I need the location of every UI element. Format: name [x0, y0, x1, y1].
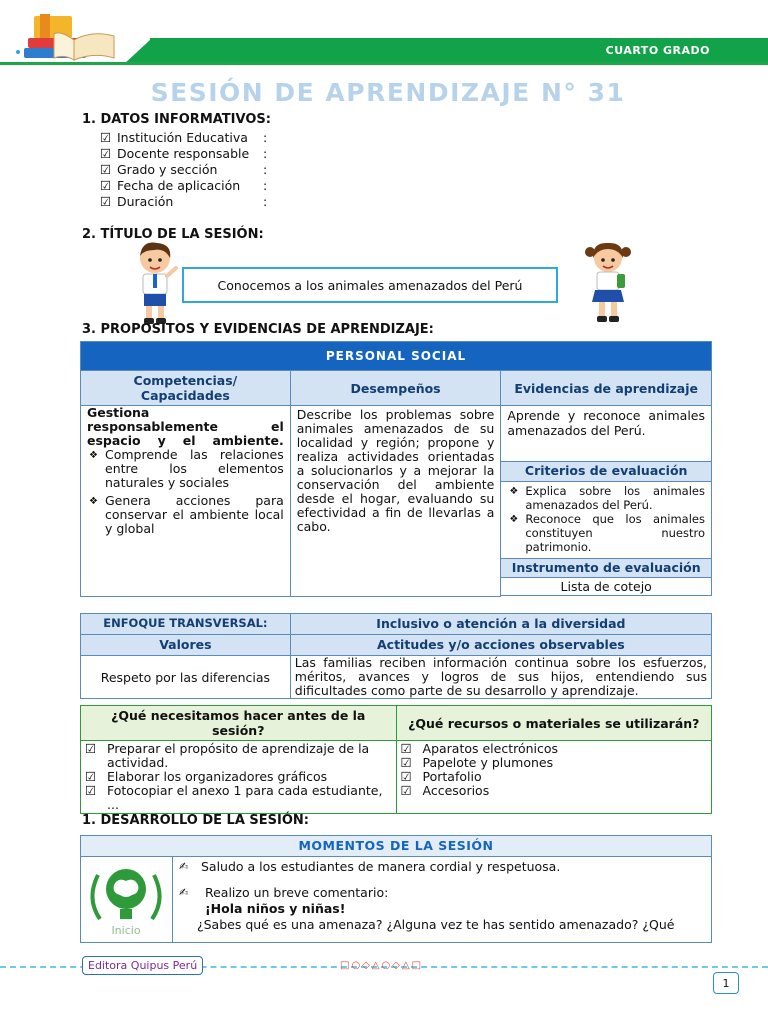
antes-header: ¿Qué necesitamos hacer antes de la sesión? [81, 706, 397, 741]
recursos-cell [396, 741, 711, 814]
check-icon: ☑ [100, 146, 112, 161]
header-line [0, 62, 768, 65]
check-icon: ☑ [100, 162, 112, 177]
criterio-item: ❖ Reconoce que los animales constituyen nuestro patrimonio. [507, 512, 705, 554]
instrumento-cell: Lista de cotejo [501, 578, 712, 596]
enfoque-table [80, 613, 712, 699]
actitud-cell: Las familias reciben información continua sobre los esfuerzos, méritos, avances y logros de sus hijos, entendiendo sus dificultades como parte de su desarrollo y aprendizaje. [290, 656, 711, 699]
col-evidencias: Evidencias de aprendizaje [501, 371, 712, 406]
inicio-logo-cell [81, 857, 173, 943]
enfoque-label: ENFOQUE TRANSVERSAL: [81, 614, 291, 635]
propositos-table [80, 341, 712, 597]
spacer-cell [501, 596, 712, 597]
page-number: 1 [713, 972, 739, 994]
antes-text: Preparar el propósito de aprendizaje de la actividad. [107, 741, 370, 770]
boy-illustration-icon [132, 240, 178, 326]
datos-label: Docente responsable [117, 146, 250, 161]
datos-sep: : [263, 146, 268, 161]
check-icon: ☑ [85, 741, 97, 756]
recurso-item [401, 756, 707, 770]
instrumento-header: Instrumento de evaluación [501, 558, 712, 577]
col-competencias: Competencias/ Capacidades [81, 371, 291, 406]
recurso-text: Portafolio [422, 769, 482, 784]
section-datos-heading: 1. DATOS INFORMATIVOS: [82, 112, 271, 127]
check-icon: ☑ [85, 783, 97, 798]
preparacion-table [80, 705, 712, 814]
recurso-item [401, 742, 707, 756]
datos-item [100, 178, 267, 194]
competencia-cell [81, 406, 291, 597]
recurso-text: Accesorios [422, 783, 490, 798]
antes-item [85, 742, 392, 770]
datos-item [100, 194, 267, 210]
recurso-text: Aparatos electrónicos [422, 741, 559, 756]
capacidades-list [87, 448, 284, 536]
page-title: SESIÓN DE APRENDIZAJE N° 31 [150, 78, 626, 107]
criterios-header: Criterios de evaluación [501, 462, 712, 481]
datos-sep: : [263, 162, 268, 177]
datos-item [100, 162, 267, 178]
evidencia-cell: Aprende y reconoce animales amenazados del Perú. [501, 406, 712, 462]
header-top-line [150, 38, 768, 40]
inicio-line [179, 885, 705, 901]
capacidad-item: ❖ Comprende las relaciones entre los elementos naturales y sociales [87, 448, 284, 490]
check-icon: ☑ [400, 769, 412, 784]
inicio-text: Saludo a los estudiantes de manera cordial y respetuosa. [200, 859, 561, 874]
area-header: PERSONAL SOCIAL [81, 342, 712, 371]
question-text: ¿Sabes qué es una amenaza? ¿Alguna vez te has sentido amenazado? ¿Qué [196, 917, 675, 932]
recurso-item [401, 770, 707, 784]
datos-label: Grado y sección [117, 162, 218, 177]
col-desempenos: Desempeños [290, 371, 501, 406]
datos-label: Institución Educativa [117, 130, 248, 145]
antes-list [85, 742, 392, 812]
antes-item [85, 784, 392, 812]
section-titulo-heading: 2. TÍTULO DE LA SESIÓN: [82, 227, 264, 242]
momentos-table [80, 835, 712, 943]
footer-shapes: □○◇△○◇△□ [340, 960, 424, 971]
section-propositos-heading: 3. PROPÓSITOS Y EVIDENCIAS DE APRENDIZAJE: [82, 322, 434, 337]
datos-list [100, 130, 267, 210]
desempeno-cell: Describe los problemas sobre animales amenazados de su localidad y región; propone y realiza actividades orientadas a solucionarlos y a mejorar la conservación del ambiente desde el hogar, evaluando su efectividad a fin de llevarlas a cabo. [290, 406, 501, 597]
inicio-line [179, 859, 705, 875]
recurso-item [401, 784, 707, 798]
brain-lightbulb-icon [84, 859, 168, 937]
session-title-box: Conocemos a los animales amenazados del Perú [182, 267, 558, 303]
col-actitudes: Actitudes y/o acciones observables [290, 635, 711, 656]
datos-label: Fecha de aplicación [117, 178, 241, 193]
girl-illustration-icon [584, 240, 632, 324]
check-icon: ☑ [100, 130, 112, 145]
col-valores: Valores [81, 635, 291, 656]
hand-pointer-icon: ✍ [178, 886, 189, 899]
datos-sep: : [263, 130, 268, 145]
check-icon: ☑ [400, 741, 412, 756]
criterios-cell [501, 481, 712, 558]
capacidad-item: ❖ Genera acciones para conservar el ambiente local y global [87, 494, 284, 536]
valor-cell: Respeto por las diferencias [81, 656, 291, 699]
books-icon [14, 12, 126, 62]
datos-item [100, 130, 267, 146]
criterios-list [507, 484, 705, 554]
editorial-badge: Editora Quipus Perú [82, 956, 203, 975]
check-icon: ☑ [100, 194, 112, 209]
check-icon: ☑ [400, 755, 412, 770]
inicio-text: Realizo un breve comentario: [204, 885, 389, 900]
section-desarrollo-heading: 1. DESARROLLO DE LA SESIÓN: [82, 813, 309, 828]
momentos-header: MOMENTOS DE LA SESIÓN [81, 836, 712, 857]
check-icon: ☑ [85, 769, 97, 784]
hand-pointer-icon: ✍ [178, 860, 189, 873]
antes-cell [81, 741, 397, 814]
greeting-text: ¡Hola niños y niñas! [204, 901, 346, 916]
check-icon: ☑ [400, 783, 412, 798]
recurso-text: Papelote y plumones [422, 755, 554, 770]
antes-text: Fotocopiar el anexo 1 para cada estudiante, ... [107, 783, 383, 812]
check-icon: ☑ [100, 178, 112, 193]
recursos-header: ¿Qué recursos o materiales se utilizarán? [396, 706, 711, 741]
inicio-content-cell [172, 857, 711, 943]
antes-text: Elaborar los organizadores gráficos [107, 769, 328, 784]
datos-sep: : [263, 194, 268, 209]
antes-item [85, 770, 392, 784]
grade-label: CUARTO GRADO [605, 44, 710, 57]
datos-label: Duración [117, 194, 174, 209]
recursos-list [401, 742, 707, 798]
datos-sep: : [263, 178, 268, 193]
criterio-item: ❖ Explica sobre los animales amenazados del Perú. [507, 484, 705, 512]
datos-item [100, 146, 267, 162]
inicio-label: Inicio [111, 924, 142, 937]
enfoque-value: Inclusivo o atención a la diversidad [290, 614, 711, 635]
competencia-text: Gestiona responsablemente el espacio y el ambiente. [87, 405, 284, 448]
